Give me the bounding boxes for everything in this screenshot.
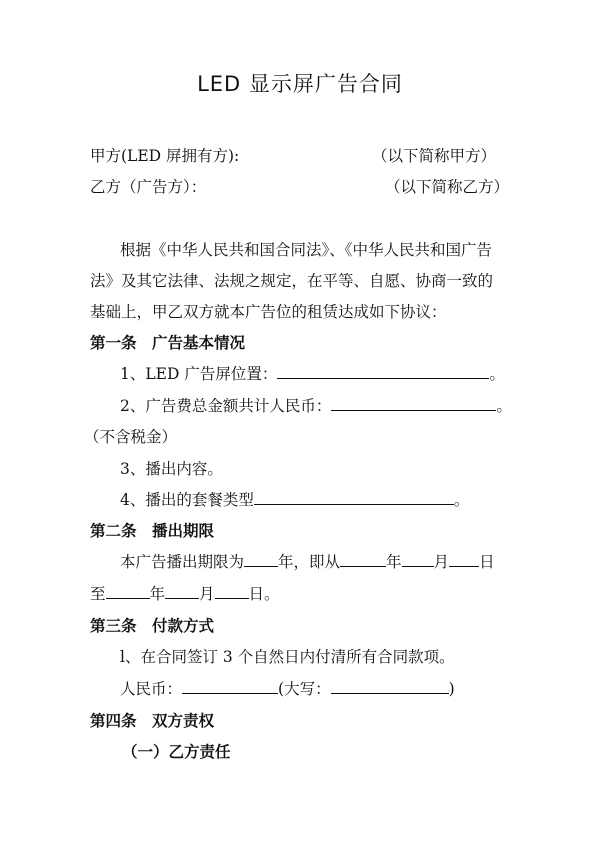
- intro-line-3: 基础上，甲乙双方就本广告位的租赁达成如下协议：: [90, 303, 447, 321]
- article-1-heading: 第一条 广告基本情况: [90, 333, 246, 352]
- year-text: 年: [149, 585, 166, 603]
- end-month-blank: [165, 583, 199, 599]
- article-2-line-2: [90, 582, 280, 604]
- article-4-sub-1: （一）乙方责任: [122, 742, 231, 761]
- period-mark: 。: [453, 491, 470, 509]
- article-2-heading: 第二条 播出期限: [90, 521, 215, 540]
- article-3-amount: [120, 677, 455, 699]
- daxie-label: (大写：: [278, 680, 331, 698]
- article-4-heading: 第四条 双方责权: [90, 711, 215, 730]
- month-text: 月: [433, 553, 450, 571]
- period-mark: 。: [489, 365, 505, 383]
- from-text: 年，即从: [278, 553, 341, 571]
- start-year-blank: [340, 551, 386, 567]
- item-1-label: 1、LED 广告屏位置：: [120, 365, 278, 383]
- party-b-note: （以下简称乙方）: [385, 178, 510, 196]
- document-title: LED 显示屏广告合同: [197, 72, 403, 96]
- tax-note: （不含税金）: [84, 428, 178, 446]
- day-text: 日。: [248, 585, 280, 603]
- article-1-item-1: [120, 362, 505, 384]
- item-2-label: 2、广告费总金额共计人民币：: [120, 397, 332, 415]
- to-text: 至: [90, 585, 106, 603]
- article-3-item-1: l、在合同签订 3 个自然日内付清所有合同款项。: [120, 648, 455, 666]
- day-text: 日: [479, 553, 495, 571]
- end-year-blank: [106, 583, 150, 599]
- package-blank: [254, 489, 454, 505]
- party-a-note: （以下简称甲方）: [372, 147, 497, 165]
- period-mark: 。: [496, 397, 512, 415]
- rmb-blank: [182, 678, 278, 694]
- year-text: 年: [386, 553, 402, 571]
- years-blank: [244, 551, 278, 567]
- fee-blank: [331, 395, 496, 411]
- close-paren: ): [448, 680, 455, 698]
- article-3-heading: 第三条 付款方式: [90, 616, 215, 635]
- start-day-blank: [449, 551, 479, 567]
- item-4-label: 4、播出的套餐类型: [120, 491, 254, 509]
- article-1-item-4: [120, 488, 469, 510]
- party-a-label: 甲方(LED 屏拥有方):: [90, 147, 240, 165]
- intro-line-1: 根据《中华人民共和国合同法》、《中华人民共和国广告: [120, 241, 493, 259]
- month-text: 月: [199, 585, 215, 603]
- party-b-label: 乙方（广告方）：: [90, 178, 207, 196]
- article-1-item-3: 3、播出内容。: [120, 460, 223, 478]
- start-month-blank: [402, 551, 434, 567]
- rmb-label: 人民币：: [120, 680, 183, 698]
- end-day-blank: [215, 583, 249, 599]
- location-blank: [277, 363, 489, 379]
- article-1-item-2: [120, 394, 512, 416]
- daxie-blank: [331, 678, 449, 694]
- article-2-line-1: [120, 550, 495, 572]
- period-text: 本广告播出期限为: [120, 553, 245, 571]
- intro-line-2: 法》及其它法律、法规之规定，在平等、自愿、协商一致的: [90, 272, 494, 290]
